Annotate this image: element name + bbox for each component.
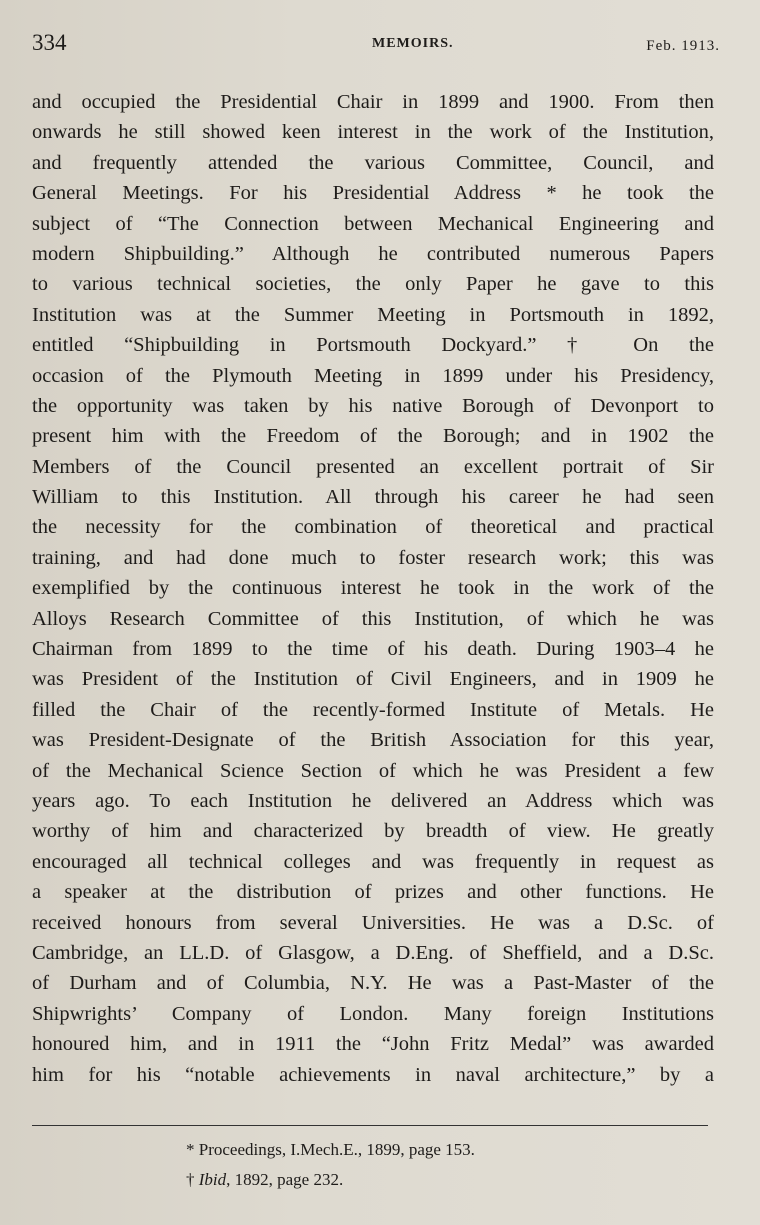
body-line: Shipwrights’ Company of London. Many foreign Institutions	[32, 1002, 714, 1025]
body-line: Cambridge, an LL.D. of Glasgow, a D.Eng. of Sheffield, and a D.Sc.	[32, 941, 714, 964]
body-line: present him with the Freedom of the Borough; and in 1902 the	[32, 425, 714, 448]
body-line: Alloys Research Committee of this Institution, of which he was	[32, 607, 714, 630]
body-line: to various technical societies, the only Paper he gave to this	[32, 273, 714, 296]
body-line: entitled “Shipbuilding in Portsmouth Dockyard.” † On the	[32, 334, 714, 357]
body-line: subject of “The Connection between Mechanical Engineering and	[32, 212, 714, 235]
body-line: General Meetings. For his Presidential Address * he took the	[32, 182, 714, 205]
body-line: and frequently attended the various Committee, Council, and	[32, 151, 714, 174]
body-line: occasion of the Plymouth Meeting in 1899 under his Presidency,	[32, 364, 714, 387]
body-line: and occupied the Presidential Chair in 1899 and 1900. From then	[32, 91, 714, 113]
body-line: worthy of him and characterized by breadth of view. He greatly	[32, 820, 714, 843]
body-line: exemplified by the continuous interest he took in the work of the	[32, 577, 714, 600]
page-number: 334	[32, 30, 67, 55]
footnote-2-text: , 1892, page 232.	[226, 1170, 344, 1189]
body-line: him for his “notable achievements in naval architecture,” by a	[32, 1063, 714, 1086]
body-line: received honours from several Universities. He was a D.Sc. of	[32, 911, 714, 934]
body-line: of the Mechanical Science Section of which he was President a few	[32, 759, 714, 782]
header-date: Feb. 1913.	[646, 38, 720, 54]
footnote-1: * Proceedings, I.Mech.E., 1899, page 153.	[186, 1140, 475, 1159]
body-line: modern Shipbuilding.” Although he contributed numerous Papers	[32, 242, 714, 265]
footnote-2	[186, 1170, 343, 1190]
body-line: the opportunity was taken by his native Borough of Devonport to	[32, 394, 714, 417]
body-line: Members of the Council presented an excellent portrait of Sir	[32, 455, 714, 478]
body-line: years ago. To each Institution he delivered an Address which was	[32, 789, 714, 812]
page-header	[32, 30, 720, 60]
running-title: MEMOIRS.	[372, 36, 454, 51]
ibid-text: Ibid	[198, 1170, 227, 1189]
body-line: honoured him, and in 1911 the “John Fritz Medal” was awarded	[32, 1033, 714, 1056]
body-line: Institution was at the Summer Meeting in Portsmouth in 1892,	[32, 303, 714, 326]
dagger-mark: †	[186, 1170, 195, 1189]
body-line: William to this Institution. All through his career he had seen	[32, 486, 714, 509]
body-line: filled the Chair of the recently-formed Institute of Metals. He	[32, 698, 714, 721]
body-text	[32, 87, 714, 1090]
body-line: Chairman from 1899 to the time of his death. During 1903–4 he	[32, 638, 714, 661]
body-line: a speaker at the distribution of prizes and other functions. He	[32, 881, 714, 904]
body-line: training, and had done much to foster research work; this was	[32, 546, 714, 569]
body-line: encouraged all technical colleges and was frequently in request as	[32, 850, 714, 873]
body-line: the necessity for the combination of theoretical and practical	[32, 516, 714, 539]
body-line: was President-Designate of the British Association for this year,	[32, 729, 714, 752]
body-line: was President of the Institution of Civil Engineers, and in 1909 he	[32, 668, 714, 691]
body-line: of Durham and of Columbia, N.Y. He was a Past-Master of the	[32, 972, 714, 995]
body-line: onwards he still showed keen interest in the work of the Institution,	[32, 121, 714, 144]
footnote-rule	[32, 1125, 708, 1126]
